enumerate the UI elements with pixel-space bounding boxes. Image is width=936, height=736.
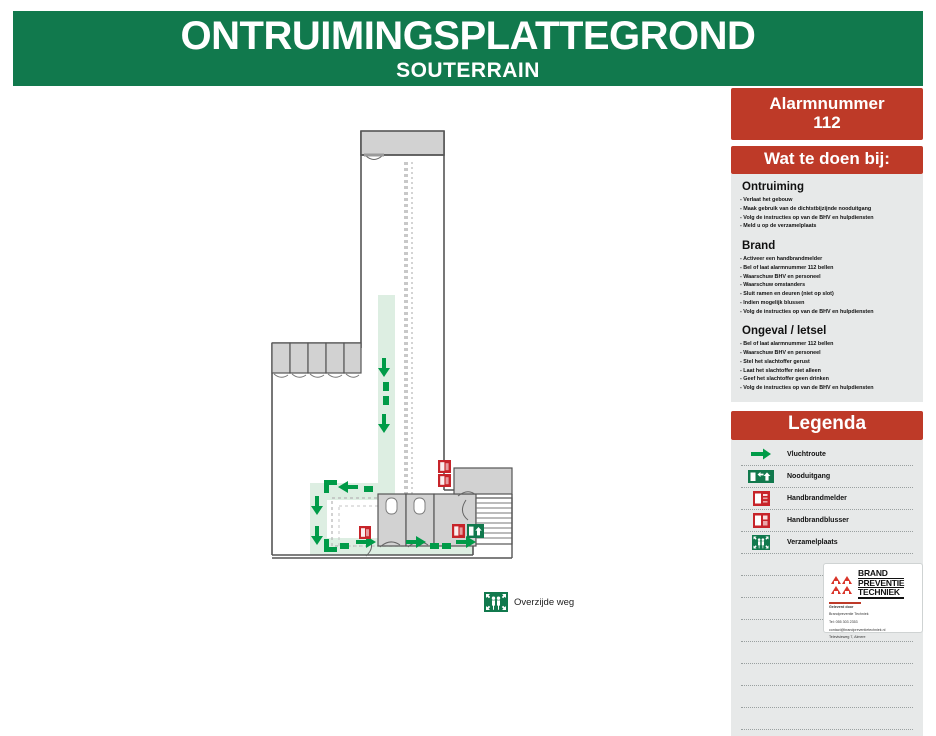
assembly-point-icon xyxy=(741,535,781,550)
legend-row-handbrandmelder xyxy=(741,488,913,510)
instructions-panel xyxy=(731,174,923,402)
route-dash xyxy=(340,543,349,549)
brand-logo-top xyxy=(829,569,917,599)
instruction-item: - Laat het slachtoffer niet alleen xyxy=(740,367,821,374)
route-dash xyxy=(364,486,373,492)
legend-row-verzamelplaats xyxy=(741,532,913,554)
instruction-item: - Waarschuw BHV en personeel xyxy=(740,273,821,280)
instruction-block-ontruiming xyxy=(740,181,914,231)
instruction-item: - Maak gebruik van de dichtstbijzijnde nooduitgang xyxy=(740,205,872,212)
legend-row-nooduitgang xyxy=(741,466,913,488)
route-dash xyxy=(383,382,389,391)
floor-plan xyxy=(14,90,722,602)
legend-title: Legenda xyxy=(731,411,923,440)
brand-logo-box xyxy=(823,563,923,640)
legend-label: Vluchtroute xyxy=(787,450,826,458)
legend-label: Nooduitgang xyxy=(787,472,831,480)
emergency-exit-icon xyxy=(741,470,781,483)
legend-row-vluchtroute xyxy=(741,444,913,466)
instruction-item: - Meld u op de verzamelplaats xyxy=(740,223,817,230)
emergency-exit-icon xyxy=(467,524,484,538)
instruction-title: Ontruiming xyxy=(742,181,804,194)
instruction-title: Brand xyxy=(742,240,776,253)
page-subtitle: SOUTERRAIN xyxy=(396,59,540,82)
legend-label: Handbrandblusser xyxy=(787,516,849,524)
instruction-item: - Bel of laat alarmnummer 112 bellen xyxy=(740,264,834,271)
assembly-point-label xyxy=(484,592,574,612)
instruction-list xyxy=(740,196,914,231)
instruction-title: Ongeval / letsel xyxy=(742,325,827,338)
instruction-item: - Sluit ramen en deuren (niet op slot) xyxy=(740,291,834,298)
escape-route-arrow-icon xyxy=(741,448,781,460)
brand-phone: Tel: 055 303 2353 xyxy=(829,619,858,624)
instruction-block-brand xyxy=(740,240,914,316)
brand-mark-icon xyxy=(829,573,855,595)
route-dash xyxy=(430,543,439,549)
internal-partition-dotted xyxy=(406,162,412,495)
left-room-row xyxy=(272,343,361,377)
door-swing-top xyxy=(364,154,384,160)
legend-row-handbrandblusser xyxy=(741,510,913,532)
alarm-number-box xyxy=(731,88,923,140)
instruction-item: - Volg de instructies op van de BHV en hulpdiensten xyxy=(740,308,874,315)
legend-row-empty xyxy=(741,642,913,664)
route-dash xyxy=(383,396,389,405)
alarm-number: 112 xyxy=(813,113,841,133)
legend-label: Verzamelplaats xyxy=(787,538,838,546)
fire-extinguisher-icon xyxy=(741,513,781,528)
instruction-item: - Stel het slachtoffer gerust xyxy=(740,358,810,365)
brand-line-1: BRAND xyxy=(858,569,904,579)
route-dash xyxy=(442,543,451,549)
page-header xyxy=(13,11,923,86)
brand-address: Televisieweg 7, Almere xyxy=(829,635,866,640)
brand-line-2: PREVENTIE xyxy=(858,577,905,588)
page-title: ONTRUIMINGSPLATTEGROND xyxy=(180,14,756,58)
instruction-block-ongeval xyxy=(740,325,914,393)
manual-call-point-icon xyxy=(741,491,781,506)
fire-extinguisher-icon xyxy=(452,524,465,538)
instruction-item: - Volg de instructies op van de BHV en hulpdiensten xyxy=(740,214,874,221)
instruction-list xyxy=(740,340,914,393)
instruction-list xyxy=(740,255,914,316)
instructions-heading: Wat te doen bij: xyxy=(731,146,923,174)
legend-row-empty xyxy=(741,708,913,730)
assembly-point-text: Overzijde weg xyxy=(514,596,575,608)
assembly-point-icon xyxy=(484,592,508,612)
instruction-item: - Waarschuw BHV en personeel xyxy=(740,350,821,357)
brand-email: contact@brandpreventietechniek.nl xyxy=(829,627,886,632)
alarm-label: Alarmnummer xyxy=(769,94,885,113)
brand-divider xyxy=(829,602,861,604)
instruction-item: - Verlaat het gebouw xyxy=(740,197,793,204)
brand-wordmark xyxy=(858,569,904,599)
instruction-item: - Waarschuw omstanders xyxy=(740,282,806,289)
fire-extinguisher-icon xyxy=(438,460,451,473)
instruction-item: - Bel of laat alarmnummer 112 bellen xyxy=(740,341,834,348)
instruction-item: - Activeer een handbrandmelder xyxy=(740,256,823,263)
legend-row-empty xyxy=(741,686,913,708)
manual-call-point-icon xyxy=(438,474,451,487)
brand-company: Brandpreventie Techniek xyxy=(829,612,869,617)
instruction-item: - Indien mogelijk blussen xyxy=(740,299,805,306)
instruction-item: - Geef het slachtoffer geen drinken xyxy=(740,376,829,383)
brand-tagline: Geleverd door xyxy=(829,604,854,609)
sign-group-bottom-right xyxy=(452,524,484,538)
legend-label: Handbrandmelder xyxy=(787,494,847,502)
brand-line-3: TECHNIEK xyxy=(858,588,904,599)
instruction-item: - Volg de instructies op van de BHV en hulpdiensten xyxy=(740,385,874,392)
sign-manual-call-point-left xyxy=(359,526,371,539)
legend-row-empty xyxy=(741,664,913,686)
